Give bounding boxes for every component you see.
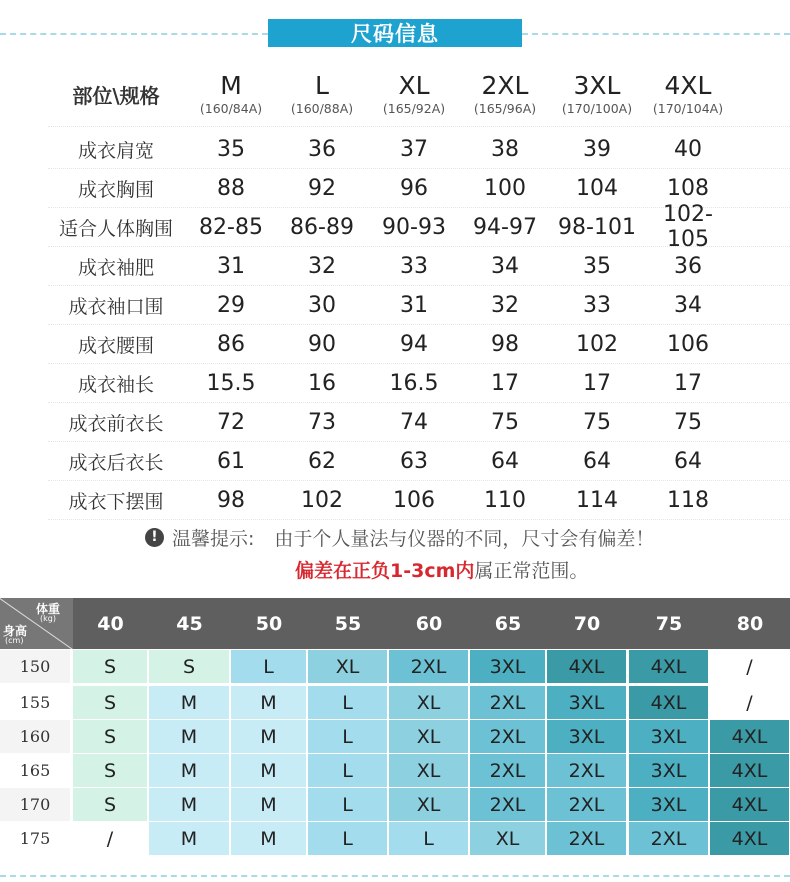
measurement-cell — [186, 403, 276, 441]
measurement-cell — [369, 169, 459, 207]
measurement-value: 33 — [400, 253, 428, 279]
measurement-label — [41, 286, 191, 324]
recommended-size-cell: L — [308, 754, 387, 787]
recommended-size-cell: 4XL — [710, 822, 789, 855]
measurement-label — [41, 130, 191, 168]
measurement-cell — [643, 286, 733, 324]
recommended-size-cell: M — [231, 754, 306, 787]
recommended-size-cell: XL — [389, 686, 468, 719]
recommended-size-cell: L — [231, 650, 306, 683]
recommended-size-cell: 4XL — [710, 788, 789, 821]
height-row-label: 170 — [0, 788, 70, 821]
recommended-size-cell: L — [389, 822, 468, 855]
size-table-header-label — [41, 62, 191, 126]
exclamation-icon: ! — [145, 528, 164, 547]
measurement-value: 16 — [308, 370, 336, 396]
notice-line — [145, 524, 654, 550]
recommended-size-cell: L — [308, 822, 387, 855]
measurement-cell — [277, 247, 367, 285]
notice-range-line — [295, 556, 588, 582]
measurement-value: 62 — [308, 448, 336, 474]
measurement-value: 92 — [308, 175, 336, 201]
recommended-size-cell: 3XL — [629, 720, 708, 753]
recommended-size-cell: M — [231, 720, 306, 753]
measurement-value: 110 — [484, 487, 526, 513]
measurement-value: 17 — [674, 370, 702, 396]
measurement-cell — [277, 364, 367, 402]
weight-column-header: 60 — [415, 612, 443, 635]
measurement-value: 61 — [217, 448, 245, 474]
recommended-size-cell: 3XL — [547, 720, 626, 753]
size-column-header — [460, 62, 550, 126]
recommended-size-cell: 2XL — [470, 720, 545, 753]
recommended-size-cell: S — [73, 686, 147, 719]
measurement-value: 75 — [674, 409, 702, 435]
recommended-size-cell: L — [308, 788, 387, 821]
header-label-text: 部位\规格 — [72, 83, 160, 108]
measurement-cell — [369, 364, 459, 402]
measurement-cell — [186, 364, 276, 402]
measurement-value: 35 — [217, 136, 245, 162]
measurement-cell — [460, 325, 550, 363]
measurement-value: 94 — [400, 331, 428, 357]
recommended-size-cell: 2XL — [470, 788, 545, 821]
measurement-label-text: 成衣下摆围 — [68, 490, 164, 513]
page-title: 尺码信息 — [268, 19, 522, 47]
recommended-size-cell: M — [149, 822, 229, 855]
measurement-cell — [277, 169, 367, 207]
measurement-cell — [552, 286, 642, 324]
measurement-label — [41, 442, 191, 480]
top-dashed-border-left — [0, 33, 268, 35]
recommended-size-cell: L — [308, 720, 387, 753]
recommended-size-cell: 4XL — [710, 720, 789, 753]
measurement-label-text: 成衣袖肥 — [77, 256, 154, 279]
height-row-label: 175 — [0, 822, 70, 855]
size-column-header — [186, 62, 276, 126]
size-name: 4XL — [664, 70, 712, 100]
height-row-label: 150 — [0, 650, 70, 683]
height-row-label: 155 — [0, 686, 70, 719]
measurement-cell — [369, 286, 459, 324]
recommended-size-cell: XL — [389, 788, 468, 821]
recommended-size-cell: / — [73, 822, 147, 855]
recommended-size-cell: S — [73, 754, 147, 787]
size-spec: (165/96A) — [473, 100, 537, 116]
recommended-size-cell: 3XL — [470, 650, 545, 683]
recommended-size-cell: M — [231, 822, 306, 855]
measurement-value: 64 — [583, 448, 611, 474]
measurement-value: 86 — [217, 331, 245, 357]
measurement-cell — [552, 403, 642, 441]
measurement-cell — [643, 442, 733, 480]
measurement-value: 35 — [583, 253, 611, 279]
measurement-value: 98 — [217, 487, 245, 513]
recommended-size-cell: 3XL — [629, 754, 708, 787]
measurement-value: 17 — [491, 370, 519, 396]
grid-header — [0, 598, 790, 649]
weight-column-header: 55 — [334, 612, 362, 635]
recommended-size-cell: S — [73, 720, 147, 753]
size-name: XL — [398, 70, 430, 100]
row-divider — [48, 519, 790, 520]
measurement-cell — [460, 403, 550, 441]
measurement-value: 82-85 — [199, 214, 263, 240]
measurement-cell — [643, 247, 733, 285]
measurement-cell — [460, 364, 550, 402]
measurement-value: 98-101 — [558, 214, 636, 240]
weight-column-header: 75 — [655, 612, 683, 635]
grid-corner — [0, 598, 73, 649]
weight-column-header: 80 — [736, 612, 764, 635]
measurement-cell — [552, 481, 642, 519]
measurement-value: 64 — [491, 448, 519, 474]
measurement-cell — [552, 442, 642, 480]
measurement-value: 16.5 — [389, 370, 439, 396]
weight-column-header: 45 — [176, 612, 203, 635]
measurement-value: 102 — [576, 331, 618, 357]
recommended-size-cell: XL — [389, 754, 468, 787]
weight-column-header: 65 — [494, 612, 522, 635]
recommended-size-cell: M — [231, 686, 306, 719]
measurement-value: 88 — [217, 175, 245, 201]
measurement-value: 39 — [583, 136, 611, 162]
recommended-size-cell: 2XL — [547, 754, 626, 787]
measurement-cell — [643, 364, 733, 402]
measurement-value: 90-93 — [382, 214, 446, 240]
recommended-size-cell: 2XL — [470, 686, 545, 719]
measurement-value: 102-105 — [663, 202, 713, 252]
measurement-value: 29 — [217, 292, 245, 318]
measurement-label-text: 成衣袖口围 — [68, 295, 164, 318]
measurement-cell — [369, 481, 459, 519]
measurement-cell — [460, 208, 550, 246]
measurement-cell — [277, 403, 367, 441]
measurement-value: 102 — [301, 487, 343, 513]
measurement-value: 90 — [308, 331, 336, 357]
measurement-value: 86-89 — [290, 214, 354, 240]
recommended-size-cell: M — [231, 788, 306, 821]
measurement-cell — [643, 403, 733, 441]
measurement-value: 100 — [484, 175, 526, 201]
measurement-label — [41, 481, 191, 519]
top-dashed-border-right — [522, 33, 790, 35]
measurement-cell — [643, 202, 733, 252]
measurement-cell — [643, 325, 733, 363]
weight-column-header: 40 — [97, 612, 124, 635]
weight-axis-unit: (kg) — [40, 614, 56, 623]
size-spec: (165/92A) — [382, 100, 446, 116]
bottom-dashed-border — [0, 875, 790, 877]
recommended-size-cell: / — [710, 650, 789, 683]
measurement-cell — [186, 481, 276, 519]
measurement-cell — [369, 442, 459, 480]
recommended-size-cell: 2XL — [389, 650, 468, 683]
measurement-label-text: 成衣后衣长 — [68, 451, 164, 474]
measurement-value: 118 — [667, 487, 709, 513]
recommended-size-cell: S — [73, 788, 147, 821]
measurement-cell — [186, 208, 276, 246]
measurement-value: 37 — [400, 136, 428, 162]
measurement-cell — [186, 325, 276, 363]
recommended-size-cell: 4XL — [710, 754, 789, 787]
recommended-size-cell: L — [308, 686, 387, 719]
size-spec: (170/100A) — [561, 100, 633, 116]
recommended-size-cell: XL — [470, 822, 545, 855]
measurement-value: 30 — [308, 292, 336, 318]
measurement-value: 114 — [576, 487, 618, 513]
weight-column-header: 70 — [573, 612, 601, 635]
measurement-cell — [277, 130, 367, 168]
recommended-size-cell: 4XL — [629, 686, 708, 719]
measurement-cell — [643, 481, 733, 519]
measurement-value: 73 — [308, 409, 336, 435]
recommended-size-cell: M — [149, 754, 229, 787]
measurement-value: 64 — [674, 448, 702, 474]
size-column-header — [369, 62, 459, 126]
weight-column-header: 50 — [255, 612, 283, 635]
recommended-size-cell: 3XL — [629, 788, 708, 821]
recommended-size-cell: M — [149, 686, 229, 719]
measurement-value: 40 — [674, 136, 702, 162]
notice-highlight: 偏差在正负1-3cm内 — [295, 559, 475, 582]
measurement-label-text: 成衣袖长 — [77, 373, 154, 396]
measurement-cell — [552, 130, 642, 168]
measurement-value: 32 — [491, 292, 519, 318]
measurement-value: 15.5 — [206, 370, 256, 396]
measurement-value: 75 — [583, 409, 611, 435]
measurement-label — [41, 247, 191, 285]
measurement-cell — [369, 403, 459, 441]
recommended-size-cell: M — [149, 788, 229, 821]
measurement-cell — [460, 169, 550, 207]
size-spec: (170/104A) — [652, 100, 724, 116]
measurement-label — [41, 208, 191, 246]
measurement-label — [41, 169, 191, 207]
measurement-label — [41, 325, 191, 363]
measurement-value: 75 — [491, 409, 519, 435]
recommended-size-cell: 4XL — [547, 650, 626, 683]
measurement-value: 106 — [667, 331, 709, 357]
recommended-size-cell: XL — [389, 720, 468, 753]
measurement-value: 108 — [667, 175, 709, 201]
measurement-cell — [277, 286, 367, 324]
measurement-cell — [369, 208, 459, 246]
size-spec: (160/84A) — [199, 100, 263, 116]
notice-text: 由于个人量法与仪器的不同，尺寸会有偏差！ — [274, 527, 655, 550]
height-axis-label: 身高 — [3, 624, 28, 638]
measurement-value: 104 — [576, 175, 618, 201]
size-name: M — [220, 70, 242, 100]
measurement-cell — [460, 442, 550, 480]
measurement-cell — [460, 130, 550, 168]
size-name: 2XL — [481, 70, 529, 100]
measurement-cell — [186, 169, 276, 207]
measurement-value: 34 — [491, 253, 519, 279]
measurement-value: 31 — [217, 253, 245, 279]
measurement-label — [41, 403, 191, 441]
measurement-label-text: 成衣腰围 — [77, 334, 154, 357]
measurement-value: 33 — [583, 292, 611, 318]
size-spec: (160/88A) — [290, 100, 354, 116]
measurement-label — [41, 364, 191, 402]
measurement-cell — [552, 247, 642, 285]
measurement-cell — [552, 325, 642, 363]
measurement-value: 17 — [583, 370, 611, 396]
height-axis-unit: (cm) — [5, 636, 24, 645]
measurement-label-text: 适合人体胸围 — [58, 217, 173, 240]
measurement-value: 72 — [217, 409, 245, 435]
recommended-size-cell: 2XL — [470, 754, 545, 787]
measurement-value: 98 — [491, 331, 519, 357]
measurement-value: 106 — [393, 487, 435, 513]
measurement-cell — [277, 208, 367, 246]
measurement-label-text: 成衣胸围 — [77, 178, 154, 201]
measurement-cell — [186, 286, 276, 324]
recommended-size-cell: S — [73, 650, 147, 683]
measurement-value: 36 — [674, 253, 702, 279]
measurement-value: 94-97 — [473, 214, 537, 240]
measurement-cell — [552, 364, 642, 402]
measurement-cell — [186, 442, 276, 480]
measurement-cell — [643, 130, 733, 168]
size-name: 3XL — [573, 70, 621, 100]
size-name: L — [315, 70, 329, 100]
recommended-size-cell: 4XL — [629, 650, 708, 683]
height-row-label: 160 — [0, 720, 70, 753]
recommended-size-cell: 3XL — [547, 686, 626, 719]
measurement-cell — [460, 247, 550, 285]
height-row-label: 165 — [0, 754, 70, 787]
measurement-cell — [460, 286, 550, 324]
measurement-cell — [369, 325, 459, 363]
size-column-header — [277, 62, 367, 126]
recommended-size-cell: XL — [308, 650, 387, 683]
measurement-cell — [277, 442, 367, 480]
measurement-cell — [186, 247, 276, 285]
measurement-cell — [277, 325, 367, 363]
recommended-size-cell: 2XL — [547, 788, 626, 821]
recommended-size-cell: / — [710, 686, 789, 719]
measurement-cell — [552, 208, 642, 246]
weight-axis-label: 体重 — [36, 602, 61, 616]
recommended-size-cell: 2XL — [547, 822, 626, 855]
measurement-cell — [460, 481, 550, 519]
size-column-header — [643, 62, 733, 126]
measurement-label-text: 成衣前衣长 — [68, 412, 164, 435]
measurement-value: 38 — [491, 136, 519, 162]
notice-label: 温馨提示: — [172, 527, 255, 550]
measurement-cell — [277, 481, 367, 519]
recommended-size-cell: 2XL — [629, 822, 708, 855]
recommended-size-cell: S — [149, 650, 229, 683]
row-divider — [48, 126, 790, 127]
measurement-cell — [186, 130, 276, 168]
notice-rest: 属正常范围。 — [474, 559, 589, 582]
measurement-cell — [369, 247, 459, 285]
measurement-value: 96 — [400, 175, 428, 201]
measurement-value: 63 — [400, 448, 428, 474]
measurement-value: 32 — [308, 253, 336, 279]
recommended-size-cell: M — [149, 720, 229, 753]
measurement-label-text: 成衣肩宽 — [77, 139, 154, 162]
measurement-value: 34 — [674, 292, 702, 318]
measurement-value: 36 — [308, 136, 336, 162]
measurement-cell — [369, 130, 459, 168]
measurement-value: 74 — [400, 409, 428, 435]
measurement-value: 31 — [400, 292, 428, 318]
size-column-header — [552, 62, 642, 126]
measurement-cell — [552, 169, 642, 207]
